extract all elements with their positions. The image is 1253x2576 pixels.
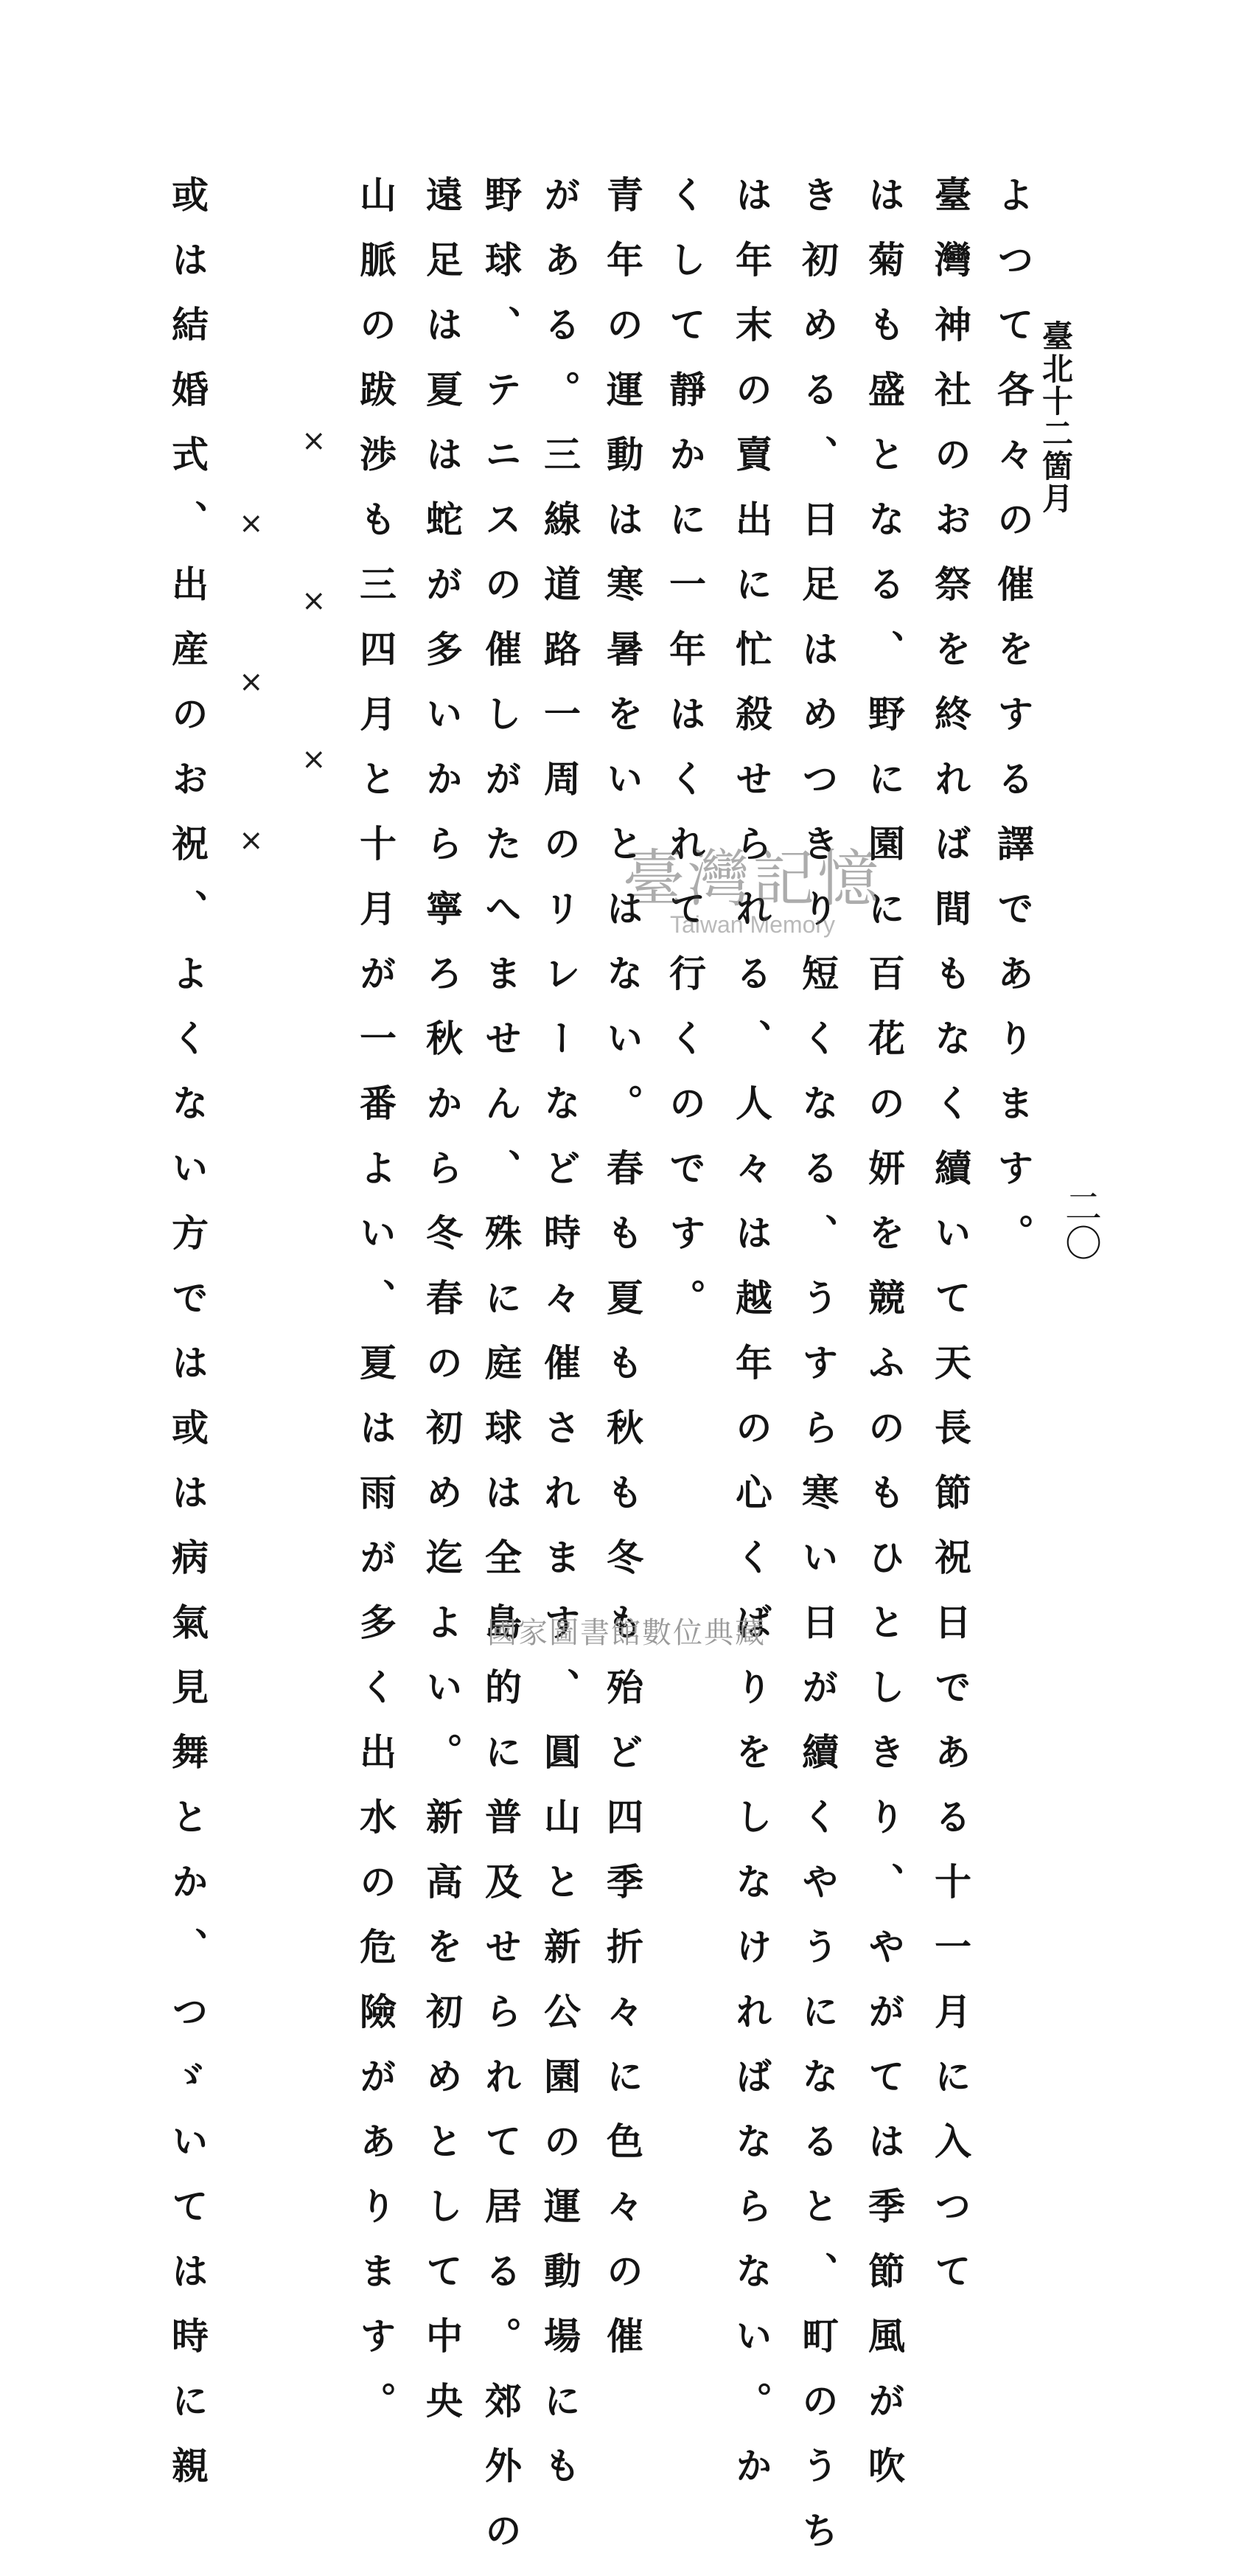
- section-separator-cross: ×: [239, 665, 264, 699]
- section-separator-cross: ×: [301, 424, 327, 458]
- section-separator-cross: ×: [301, 742, 327, 776]
- footer-collection-name: 國家圖書館數位典藏: [487, 1616, 766, 1650]
- text-column-5: は年末の賣出に忙殺せられる、人々は越年の心くばりをしなければならない。か: [730, 175, 773, 2511]
- section-separator-cross: ×: [301, 584, 327, 618]
- text-column-7: 青年の運動は寒暑をいとはない。春も夏も秋も冬も殆ど四季折々に色々の催: [601, 175, 644, 2381]
- text-column-6: くして靜かに一年はくれて行くのです。: [663, 175, 707, 1343]
- text-column-8: がある。三線道路一周のリレーなど時々催されます、圓山と新公園の運動場にも: [538, 175, 582, 2511]
- running-header-title: 臺北十二箇月: [1038, 320, 1074, 515]
- text-column-3: は菊も盛となる、野に園に百花の妍を競ふのもひとしきり、やがては季節風が吹: [862, 175, 906, 2511]
- text-column-9: 野球、テニスの催しがたへません、殊に庭球は全島的に普及せられて居る。郊外の: [479, 175, 523, 2576]
- watermark-subtitle: Taiwan Memory: [669, 911, 836, 938]
- section-separator-cross: ×: [239, 824, 264, 857]
- text-column-11: 山脈の跋渉も三四月と十月が一番よい、夏は雨が多く出水の危險があります。: [354, 175, 397, 2446]
- text-column-12: 或は結婚式、出産のお祝、よくない方では或は病氣見舞とか、つゞいては時に親: [166, 175, 209, 2511]
- text-column-2: 臺灣神社のお祭を終れば間もなく續いて天長節祝日である十一月に入つて: [929, 175, 972, 2316]
- watermark-logo: 臺灣記憶: [623, 843, 883, 915]
- text-column-1: よつて各々の催をする譯であります。: [991, 175, 1035, 1278]
- text-column-10: 遠足は夏は蛇が多いから寧ろ秋から冬春の初め迄よい。新高を初めとして中央: [420, 175, 464, 2446]
- page-number: 二〇: [1059, 1187, 1102, 1261]
- text-column-4: き初める、日足はめつきり短くなる、うすら寒い日が續くやうになると、町のうち: [796, 175, 840, 2576]
- section-separator-cross: ×: [239, 507, 264, 540]
